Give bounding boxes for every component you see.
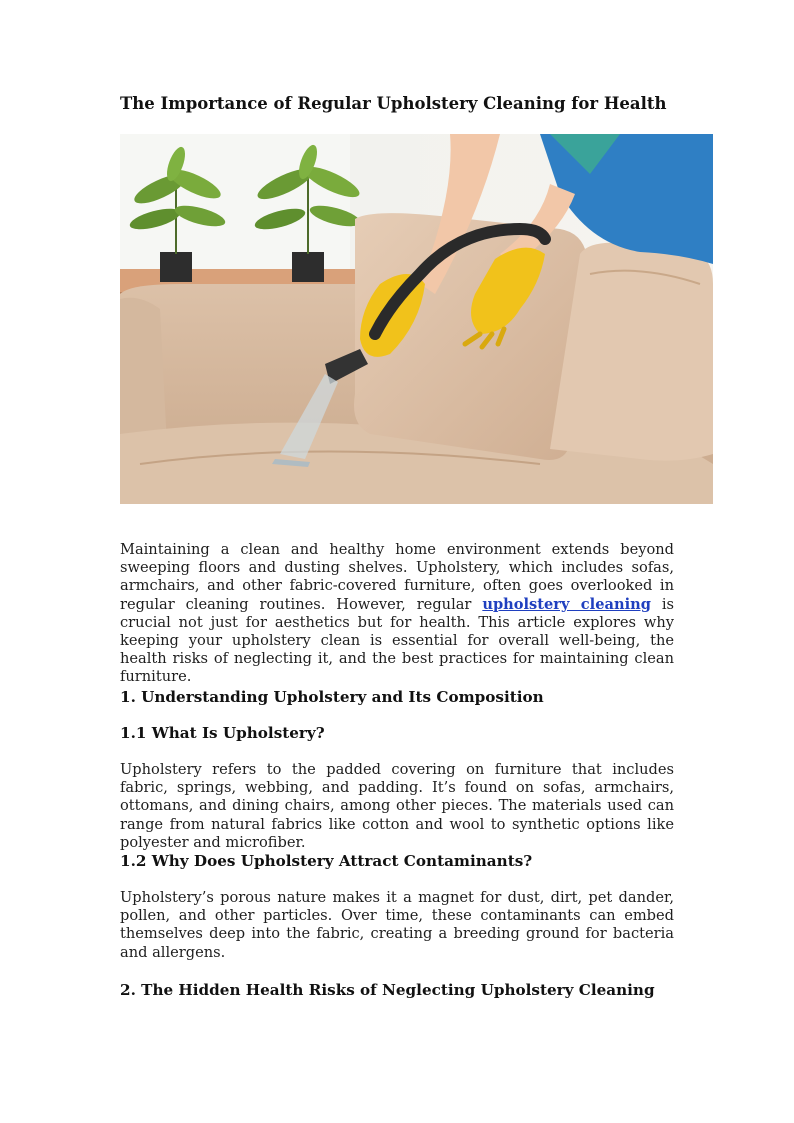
article-title: The Importance of Regular Upholstery Cleaning for Health xyxy=(120,94,667,113)
sofa-vacuum-illustration xyxy=(120,134,713,504)
sofa-cleaning-photo xyxy=(120,134,713,504)
section-1-heading: 1. Understanding Upholstery and Its Composition xyxy=(120,688,544,706)
upholstery-cleaning-link[interactable]: upholstery cleaning xyxy=(482,595,651,613)
section-2-heading: 2. The Hidden Health Risks of Neglecting Upholstery Cleaning xyxy=(120,981,655,999)
intro-text-after: is crucial not just for aesthetics but for health. This article explores why keeping your upholstery clean is essential for overall well-being, the health risks of neglecting it, and the best practices for maintaining clean furniture. xyxy=(120,595,675,686)
section-1-1-paragraph: Upholstery refers to the padded covering on furniture that includes fabric, springs, webbing, and padding. It’s found on sofas, armchairs, ottomans, and dining chairs, among other pieces. The materials used can range from natural fabrics like cotton and wool to synthetic options like polyester and microfiber. xyxy=(120,761,674,851)
intro-text-before: Maintaining a clean and healthy home environment extends beyond sweeping floors and dusting shelves. Upholstery, which includes sofas, armchairs, and other fabric-covered furniture, often goes overlooked in regular cleaning routines. However, regular xyxy=(120,541,674,613)
section-1-2-heading: 1.2 Why Does Upholstery Attract Contaminants? xyxy=(120,852,533,870)
section-1-2-paragraph: Upholstery’s porous nature makes it a magnet for dust, dirt, pet dander, pollen, and other particles. Over time, these contaminants can embed themselves deep into the fabric, creating a breeding ground for bacteria and allergens. xyxy=(120,889,674,961)
section-1-1-heading: 1.1 What Is Upholstery? xyxy=(120,724,325,742)
intro-paragraph xyxy=(120,541,674,687)
